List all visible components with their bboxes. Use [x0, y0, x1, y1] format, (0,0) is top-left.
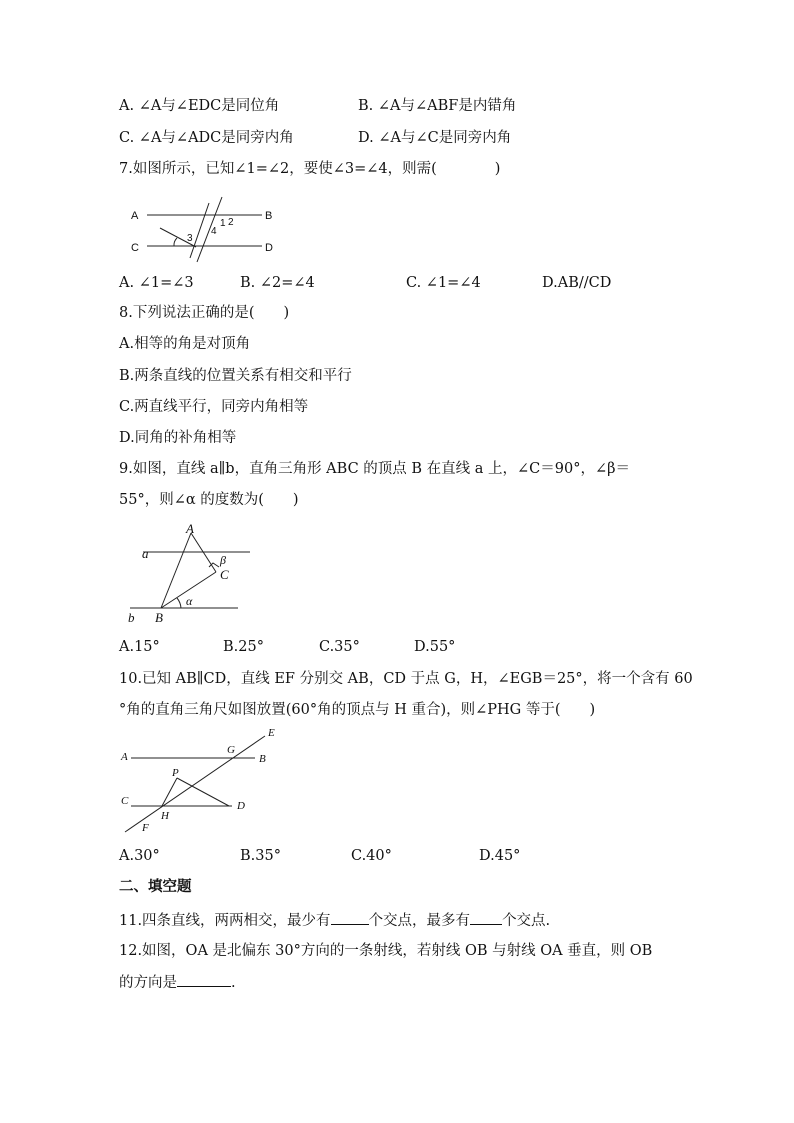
q7-option-a: A. ∠1=∠3: [119, 275, 194, 291]
q12-blank[interactable]: [177, 972, 231, 987]
q11-blank-1[interactable]: [331, 910, 369, 925]
q6-option-a: A. ∠A与∠EDC是同位角: [119, 98, 280, 114]
q9-stem-line-2: 55°，则∠α 的度数为( ): [119, 492, 299, 508]
q8-stem: 8.下列说法正确的是( ): [119, 305, 290, 321]
q10-option-b: B.35°: [240, 848, 281, 864]
q7-label-2: 2: [228, 217, 234, 228]
q11-blank-2[interactable]: [470, 910, 502, 925]
q9-line-label-a: a: [142, 546, 149, 561]
q7-label-c: C: [131, 242, 139, 254]
q9-line-label-b: b: [128, 610, 135, 625]
q10-label-d: D: [237, 800, 245, 812]
q12-stem-line-1: 12.如图，OA 是北偏东 30°方向的一条射线，若射线 OB 与射线 OA 垂直，则 OB: [119, 943, 653, 959]
q10-label-e: E: [268, 727, 275, 739]
q9-option-a: A.15°: [119, 639, 160, 655]
q9-stem-line-1: 9.如图，直线 a∥b，直角三角形 ABC 的顶点 B 在直线 a 上，∠C＝90°，∠β＝: [119, 461, 630, 477]
q9-label-c: C: [220, 567, 229, 582]
q11-stem: [119, 910, 550, 931]
q8-option-b: B.两条直线的位置关系有相交和平行: [119, 368, 352, 384]
q7-label-4: 4: [211, 226, 217, 237]
q9-label-a: A: [186, 521, 194, 536]
q11-part-2: 个交点，最多有: [368, 913, 471, 929]
q7-label-b: B: [265, 210, 273, 222]
q10-label-b: B: [259, 753, 266, 765]
q7-option-b: B. ∠2=∠4: [240, 275, 315, 291]
q11-part-1: 11.四条直线，两两相交，最少有: [119, 913, 331, 929]
q9-label-beta: β: [220, 553, 226, 567]
q12-prefix: 的方向是: [119, 975, 177, 991]
q7-option-c: C. ∠1=∠4: [406, 275, 481, 291]
q6-option-c: C. ∠A与∠ADC是同旁内角: [119, 130, 294, 146]
q12-stem-line-2: [119, 972, 236, 993]
q10-line-ef: [125, 736, 265, 832]
q10-option-d: D.45°: [479, 848, 521, 864]
q7-option-d: D.AB//CD: [542, 275, 612, 291]
q7-label-a: A: [131, 210, 139, 222]
q6-option-d: D. ∠A与∠C是同旁内角: [358, 130, 512, 146]
q10-label-c: C: [121, 795, 129, 807]
q7-label-3: 3: [187, 233, 193, 244]
q10-stem-line-2: °角的直角三角尺如图放置(60°角的顶点与 H 重合)，则∠PHG 等于( ): [119, 702, 596, 718]
q8-option-c: C.两直线平行，同旁内角相等: [119, 399, 309, 415]
q10-label-h: H: [161, 810, 169, 822]
q7-label-1: 1: [220, 218, 226, 229]
q10-option-a: A.30°: [119, 848, 160, 864]
section-title-fill-in: 二、填空题: [119, 879, 192, 895]
q7-label-d: D: [265, 242, 273, 254]
q10-label-g: G: [227, 744, 235, 756]
q7-stem: 7.如图所示，已知∠1=∠2，要使∠3=∠4，则需( ): [119, 161, 501, 177]
q10-option-c: C.40°: [351, 848, 392, 864]
q9-label-b: B: [155, 610, 163, 625]
q6-option-b: B. ∠A与∠ABF是内错角: [358, 98, 517, 114]
q10-label-f: F: [142, 822, 149, 834]
q11-part-3: 个交点.: [502, 913, 551, 929]
q12-suffix: .: [231, 975, 236, 991]
q10-stem-line-1: 10.已知 AB∥CD，直线 EF 分别交 AB，CD 于点 G，H，∠EGB＝25°，将一个含有 60: [119, 671, 693, 687]
q9-option-b: B.25°: [223, 639, 264, 655]
q10-side-pd: [177, 778, 229, 806]
q10-label-a: A: [121, 751, 128, 763]
q8-option-d: D.同角的补角相等: [119, 430, 237, 446]
q9-label-alpha: α: [186, 594, 193, 608]
q9-option-c: C.35°: [319, 639, 360, 655]
q8-option-a: A.相等的角是对顶角: [119, 336, 251, 352]
q9-option-d: D.55°: [414, 639, 456, 655]
q10-label-p: P: [172, 767, 179, 779]
